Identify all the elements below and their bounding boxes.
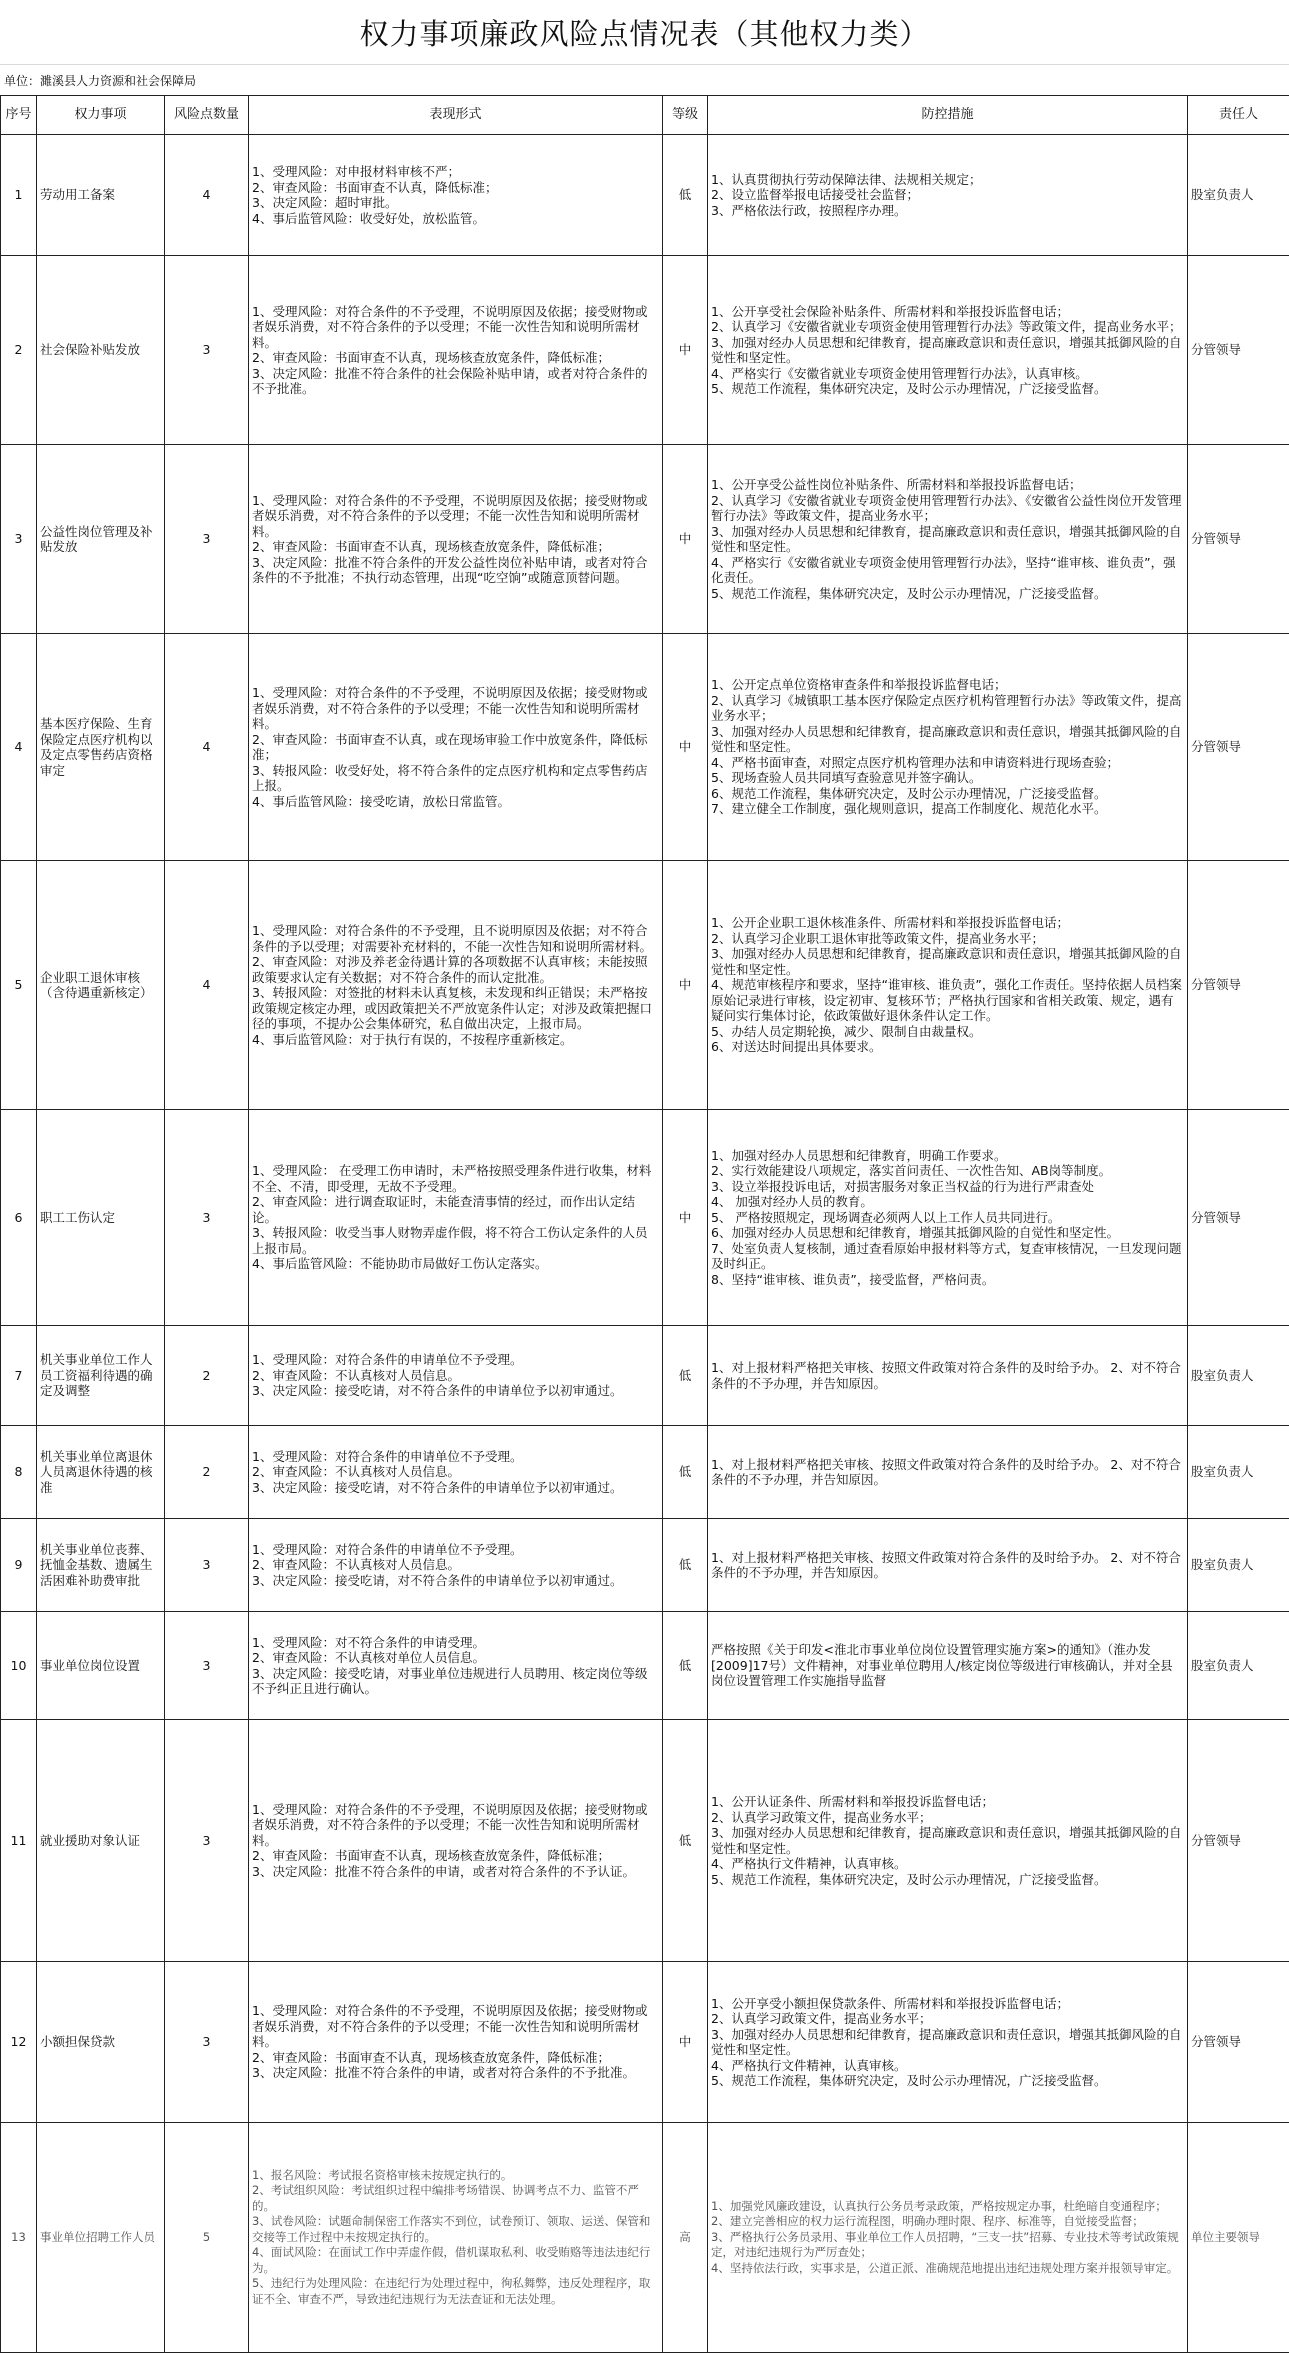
measure-line: 1、公开享受社会保险补贴条件、所需材料和举报投诉监督电话； [711,304,1184,320]
row-forms-cell [249,634,663,861]
risk-form-line: 4、事后监管风险：不能协助市局做好工伤认定落实。 [252,1256,659,1272]
row-item-cell: 事业单位招聘工作人员 [37,2123,165,2353]
risk-form-line: 3、转报风险：收受好处，将不符合条件的定点医疗机构和定点零售药店上报。 [252,763,659,794]
risk-form-line: 4、事后监管风险：收受好处，放松监管。 [252,211,659,227]
table-row [1,1426,1289,1519]
measure-line: 3、加强对经办人员思想和纪律教育，提高廉政意识和责任意识，增强其抵御风险的自觉性和坚定性。 [711,946,1184,977]
row-level-cell: 低 [663,135,708,256]
measure-line: 1、公开享受小额担保贷款条件、所需材料和举报投诉监督电话； [711,1996,1184,2012]
row-measures-cell [708,1720,1188,1962]
measure-line: 2、认真学习企业职工退休审批等政策文件，提高业务水平； [711,931,1184,947]
row-no-cell: 1 [1,135,37,256]
row-no-cell: 9 [1,1519,37,1612]
measure-line: 5、规范工作流程，集体研究决定，及时公示办理情况，广泛接受监督。 [711,586,1184,602]
risk-form-line: 3、决定风险：批准不符合条件的开发公益性岗位补贴申请，或者对符合条件的不予批准；不执行动态管理，出现“吃空饷”或随意顶替问题。 [252,555,659,586]
table-row [1,1612,1289,1720]
table-row [1,256,1289,445]
risk-form-line: 1、报名风险：考试报名资格审核未按规定执行的。 [252,2168,659,2184]
row-no-cell: 3 [1,445,37,634]
risk-form-line: 3、决定风险：超时审批。 [252,195,659,211]
risk-form-line: 1、受理风险：对符合条件的不予受理，不说明原因及依据；接受财物或者娱乐消费，对不符合条件的予以受理；不能一次性告知和说明所需材料。 [252,685,659,732]
measure-line: 4、严格实行《安徽省就业专项资金使用管理暂行办法》，认真审核。 [711,366,1184,382]
measure-line: 4、严格实行《安徽省就业专项资金使用管理暂行办法》，坚持“谁审核、谁负责”，强化责任。 [711,555,1184,586]
row-level-cell: 中 [663,256,708,445]
row-no-cell: 11 [1,1720,37,1962]
row-count-cell: 4 [165,861,249,1110]
table-row [1,445,1289,634]
measure-line: 4、 加强对经办人员的教育。 [711,1194,1184,1210]
row-owner-cell: 分管领导 [1188,634,1289,861]
row-level-cell: 低 [663,1720,708,1962]
measure-line: 1、对上报材料严格把关审核、按照文件政策对符合条件的及时给予办。 2、对不符合条件的不予办理，并告知原因。 [711,1457,1184,1488]
sheet-title: 权力事项廉政风险点情况表（其他权力类） [0,0,1289,65]
risk-form-line: 1、受理风险：对符合条件的不予受理，不说明原因及依据；接受财物或者娱乐消费，对不符合条件的予以受理；不能一次性告知和说明所需材料。 [252,2003,659,2050]
risk-form-line: 1、受理风险：对不符合条件的申请受理。 [252,1635,659,1651]
measure-line: 1、对上报材料严格把关审核、按照文件政策对符合条件的及时给予办。 2、对不符合条件的不予办理，并告知原因。 [711,1550,1184,1581]
row-count-cell: 5 [165,2123,249,2353]
row-owner-cell: 分管领导 [1188,1962,1289,2123]
measure-line: 2、实行效能建设八项规定，落实首问责任、一次性告知、AB岗等制度。 [711,1163,1184,1179]
table-row [1,1110,1289,1326]
row-count-cell: 2 [165,1326,249,1426]
row-item-cell: 社会保险补贴发放 [37,256,165,445]
row-measures-cell [708,256,1188,445]
risk-form-line: 3、决定风险：接受吃请，对不符合条件的申请单位予以初审通过。 [252,1573,659,1589]
measure-line: 1、公开认证条件、所需材料和举报投诉监督电话； [711,1794,1184,1810]
risk-form-line: 3、决定风险：批准不符合条件的社会保险补贴申请，或者对符合条件的不予批准。 [252,366,659,397]
risk-form-line: 2、审查风险：书面审查不认真，降低标准； [252,180,659,196]
measure-line: 3、加强对经办人员思想和纪律教育，提高廉政意识和责任意识，增强其抵御风险的自觉性和坚定性。 [711,335,1184,366]
measure-line: 1、加强党风廉政建设，认真执行公务员考录政策，严格按规定办事，杜绝暗自变通程序； [711,2199,1184,2215]
row-owner-cell: 股室负责人 [1188,135,1289,256]
row-level-cell: 中 [663,445,708,634]
row-forms-cell [249,1426,663,1519]
measure-line: 7、建立健全工作制度，强化规则意识，提高工作制度化、规范化水平。 [711,801,1184,817]
table-row [1,634,1289,861]
measure-line: 5、办结人员定期轮换，减少、限制自由裁量权。 [711,1024,1184,1040]
measure-line: 2、认真学习《城镇职工基本医疗保险定点医疗机构管理暂行办法》等政策文件，提高业务水平； [711,693,1184,724]
table-row [1,861,1289,1110]
row-level-cell: 低 [663,1326,708,1426]
row-count-cell: 3 [165,1962,249,2123]
measure-line: 1、公开享受公益性岗位补贴条件、所需材料和举报投诉监督电话； [711,477,1184,493]
row-forms-cell [249,135,663,256]
row-item-cell: 就业援助对象认证 [37,1720,165,1962]
measure-line: 3、设立举报投诉电话，对损害服务对象正当权益的行为进行严肃查处 [711,1179,1184,1195]
row-level-cell: 中 [663,634,708,861]
risk-form-line: 2、审查风险：对涉及养老金待遇计算的各项数据不认真审核；未能按照政策要求认定有关数据；对不符合条件的而认定批准。 [252,954,659,985]
header-count: 风险点数量 [165,96,249,135]
risk-form-line: 1、受理风险：对申报材料审核不严； [252,164,659,180]
row-item-cell: 机关事业单位丧葬、抚恤金基数、遗属生活困难补助费审批 [37,1519,165,1612]
risk-form-line: 2、审查风险：不认真核对人员信息。 [252,1368,659,1384]
measure-line: 4、严格执行文件精神，认真审核。 [711,2058,1184,2074]
risk-form-line: 2、审查风险：书面审查不认真，现场核查放宽条件，降低标准； [252,539,659,555]
table-row [1,1720,1289,1962]
risk-form-line: 1、受理风险：对符合条件的申请单位不予受理。 [252,1352,659,1368]
risk-form-line: 2、审查风险：书面审查不认真，现场核查放宽条件，降低标准； [252,2050,659,2066]
risk-form-line: 1、受理风险：对符合条件的申请单位不予受理。 [252,1449,659,1465]
risk-form-line: 4、事后监管风险：对于执行有误的，不按程序重新核定。 [252,1032,659,1048]
row-forms-cell [249,256,663,445]
row-forms-cell [249,861,663,1110]
header-row [1,96,1289,135]
row-level-cell: 中 [663,1110,708,1326]
row-level-cell: 中 [663,1962,708,2123]
risk-form-line: 2、审查风险：不认真核对人员信息。 [252,1464,659,1480]
measure-line: 6、加强对经办人员思想和纪律教育，增强其抵御风险的自觉性和坚定性。 [711,1225,1184,1241]
row-count-cell: 3 [165,445,249,634]
row-no-cell: 2 [1,256,37,445]
measure-line: 严格按照《关于印发<淮北市事业单位岗位设置管理实施方案>的通知》（淮办发[2009]17号）文件精神，对事业单位聘用人/核定岗位等级进行审核确认，并对全县岗位设置管理工作实施指导监督 [711,1642,1184,1689]
row-item-cell: 基本医疗保险、生育保险定点医疗机构以及定点零售药店资格审定 [37,634,165,861]
row-item-cell: 机关事业单位工作人员工资福利待遇的确定及调整 [37,1326,165,1426]
row-level-cell: 低 [663,1612,708,1720]
table-row [1,1519,1289,1612]
table-row [1,1326,1289,1426]
measure-line: 1、认真贯彻执行劳动保障法律、法规相关规定； [711,172,1184,188]
row-count-cell: 3 [165,1612,249,1720]
row-forms-cell [249,1612,663,1720]
risk-form-line: 3、转报风险：对签批的材料未认真复核，未发现和纠正错误；未严格按政策规定核定办理，或因政策把关不严放宽条件认定；对涉及政策把握口径的事项，不提办公会集体研究，私自做出决定，上报市局。 [252,985,659,1032]
row-measures-cell [708,135,1188,256]
row-item-cell: 职工工伤认定 [37,1110,165,1326]
table-row [1,2123,1289,2353]
row-measures-cell [708,1612,1188,1720]
measure-line: 2、认真学习政策文件，提高业务水平； [711,1810,1184,1826]
risk-form-line: 5、违纪行为处理风险：在违纪行为处理过程中，徇私舞弊，违反处理程序，取证不全、审查不严，导致违纪违规行为无法查证和无法处理。 [252,2276,659,2307]
row-level-cell: 低 [663,1519,708,1612]
table-row [1,135,1289,256]
unit-label: 单位：濉溪县人力资源和社会保障局 [0,65,1289,95]
row-count-cell: 3 [165,1519,249,1612]
row-measures-cell [708,634,1188,861]
measure-line: 3、加强对经办人员思想和纪律教育，提高廉政意识和责任意识，增强其抵御风险的自觉性和坚定性。 [711,1825,1184,1856]
risk-form-line: 4、事后监管风险：接受吃请，放松日常监管。 [252,794,659,810]
risk-form-line: 3、决定风险：批准不符合条件的申请，或者对符合条件的不予批准。 [252,2065,659,2081]
row-owner-cell: 股室负责人 [1188,1612,1289,1720]
measure-line: 2、认真学习《安徽省就业专项资金使用管理暂行办法》、《安徽省公益性岗位开发管理暂行办法》等政策文件，提高业务水平； [711,493,1184,524]
measure-line: 1、公开企业职工退休核准条件、所需材料和举报投诉监督电话； [711,915,1184,931]
measure-line: 4、规范审核程序和要求，坚持“谁审核、谁负责”，强化工作责任。坚持依据人员档案原始记录进行审核，设定初审、复核环节；严格执行国家和省相关政策、规定，遇有疑问实行集体讨论，依政策做好退休条件认定工作。 [711,977,1184,1024]
header-forms: 表现形式 [249,96,663,135]
measure-line: 7、处室负责人复核制，通过查看原始申报材料等方式，复查审核情况，一旦发现问题及时纠正。 [711,1241,1184,1272]
row-measures-cell [708,1519,1188,1612]
header-no: 序号 [1,96,37,135]
row-count-cell: 3 [165,1110,249,1326]
row-item-cell: 小额担保贷款 [37,1962,165,2123]
risk-form-line: 3、决定风险：批准不符合条件的申请，或者对符合条件的不予认证。 [252,1864,659,1880]
row-count-cell: 4 [165,135,249,256]
risk-form-line: 2、审查风险：不认真核对单位人员信息。 [252,1650,659,1666]
measure-line: 5、现场查验人员共同填写查验意见并签字确认。 [711,770,1184,786]
row-forms-cell [249,1519,663,1612]
row-forms-cell [249,1962,663,2123]
row-no-cell: 12 [1,1962,37,2123]
measure-line: 6、对送达时间提出具体要求。 [711,1039,1184,1055]
row-measures-cell [708,861,1188,1110]
risk-form-line: 2、审查风险：进行调查取证时，未能查清事情的经过，而作出认定结论。 [252,1194,659,1225]
row-item-cell: 企业职工退休审核（含待遇重新核定） [37,861,165,1110]
row-level-cell: 低 [663,1426,708,1519]
table-body [1,135,1289,2353]
risk-form-line: 3、试卷风险：试题命制保密工作落实不到位，试卷预订、领取、运送、保管和交接等工作过程中未按规定执行的。 [252,2214,659,2245]
header-owner: 责任人 [1188,96,1289,135]
row-item-cell: 劳动用工备案 [37,135,165,256]
measure-line: 5、规范工作流程，集体研究决定，及时公示办理情况，广泛接受监督。 [711,2073,1184,2089]
measure-line: 2、认真学习《安徽省就业专项资金使用管理暂行办法》等政策文件，提高业务水平； [711,319,1184,335]
measure-line: 5、 严格按照规定，现场调查必须两人以上工作人员共同进行。 [711,1210,1184,1226]
row-measures-cell [708,1426,1188,1519]
row-count-cell: 3 [165,256,249,445]
measure-line: 2、认真学习政策文件，提高业务水平； [711,2011,1184,2027]
row-level-cell: 高 [663,2123,708,2353]
row-no-cell: 13 [1,2123,37,2353]
row-item-cell: 公益性岗位管理及补贴发放 [37,445,165,634]
row-no-cell: 6 [1,1110,37,1326]
measure-line: 3、严格执行公务员录用、事业单位工作人员招聘，“三支一扶”招募、专业技术等考试政策规定，对违纪违规行为严厉查处； [711,2230,1184,2261]
measure-line: 6、规范工作流程，集体研究决定，及时公示办理情况，广泛接受监督。 [711,786,1184,802]
risk-form-line: 4、面试风险：在面试工作中弄虚作假，借机谋取私利、收受贿赂等违法违纪行为。 [252,2245,659,2276]
row-forms-cell [249,2123,663,2353]
measure-line: 4、严格执行文件精神，认真审核。 [711,1856,1184,1872]
risk-table [0,95,1289,2353]
row-measures-cell [708,445,1188,634]
table-row [1,1962,1289,2123]
row-item-cell: 机关事业单位离退休人员离退休待遇的核准 [37,1426,165,1519]
row-measures-cell [708,1110,1188,1326]
risk-form-line: 1、受理风险：对符合条件的不予受理，且不说明原因及依据；对不符合条件的予以受理；对需要补充材料的，不能一次性告知和说明所需材料。 [252,923,659,954]
risk-form-line: 3、决定风险：接受吃请，对不符合条件的申请单位予以初审通过。 [252,1383,659,1399]
risk-form-line: 2、审查风险：书面审查不认真，或在现场审验工作中放宽条件，降低标准； [252,732,659,763]
row-measures-cell [708,2123,1188,2353]
risk-form-line: 1、受理风险：对符合条件的不予受理，不说明原因及依据；接受财物或者娱乐消费，对不符合条件的予以受理；不能一次性告知和说明所需材料。 [252,304,659,351]
risk-form-line: 2、审查风险：书面审查不认真，现场核查放宽条件，降低标准； [252,350,659,366]
row-owner-cell: 分管领导 [1188,861,1289,1110]
row-owner-cell: 股室负责人 [1188,1326,1289,1426]
row-no-cell: 10 [1,1612,37,1720]
row-count-cell: 4 [165,634,249,861]
measure-line: 8、坚持“谁审核、谁负责”，接受监督，严格问责。 [711,1272,1184,1288]
risk-form-line: 1、受理风险：对符合条件的申请单位不予受理。 [252,1542,659,1558]
risk-form-line: 2、考试组织风险：考试组织过程中编排考场错误、协调考点不力、监管不严的。 [252,2183,659,2214]
risk-form-line: 2、审查风险：不认真核对人员信息。 [252,1557,659,1573]
row-forms-cell [249,1110,663,1326]
measure-line: 5、规范工作流程，集体研究决定，及时公示办理情况，广泛接受监督。 [711,381,1184,397]
measure-line: 3、加强对经办人员思想和纪律教育，提高廉政意识和责任意识，增强其抵御风险的自觉性和坚定性。 [711,724,1184,755]
measure-line: 3、加强对经办人员思想和纪律教育，提高廉政意识和责任意识，增强其抵御风险的自觉性和坚定性。 [711,2027,1184,2058]
measure-line: 5、规范工作流程，集体研究决定，及时公示办理情况，广泛接受监督。 [711,1872,1184,1888]
row-owner-cell: 分管领导 [1188,445,1289,634]
measure-line: 3、严格依法行政，按照程序办理。 [711,203,1184,219]
risk-form-line: 3、决定风险：接受吃请，对事业单位违规进行人员聘用、核定岗位等级不予纠正且进行确认。 [252,1666,659,1697]
row-owner-cell: 分管领导 [1188,1110,1289,1326]
measure-line: 4、坚持依法行政，实事求是，公道正派、准确规范地提出违纪违规处理方案并报领导审定。 [711,2261,1184,2277]
row-count-cell: 3 [165,1720,249,1962]
risk-form-line: 1、受理风险：对符合条件的不予受理，不说明原因及依据；接受财物或者娱乐消费，对不符合条件的予以受理；不能一次性告知和说明所需材料。 [252,1802,659,1849]
row-forms-cell [249,1720,663,1962]
row-item-cell: 事业单位岗位设置 [37,1612,165,1720]
measure-line: 4、严格书面审查，对照定点医疗机构管理办法和申请资料进行现场查验； [711,755,1184,771]
measure-line: 2、设立监督举报电话接受社会监督； [711,187,1184,203]
row-level-cell: 中 [663,861,708,1110]
header-item: 权力事项 [37,96,165,135]
row-owner-cell: 分管领导 [1188,256,1289,445]
header-measures: 防控措施 [708,96,1188,135]
measure-line: 3、加强对经办人员思想和纪律教育，提高廉政意识和责任意识，增强其抵御风险的自觉性和坚定性。 [711,524,1184,555]
measure-line: 2、建立完善相应的权力运行流程图，明确办理时限、程序、标准等，自觉接受监督； [711,2214,1184,2230]
risk-form-line: 2、审查风险：书面审查不认真，现场核查放宽条件，降低标准； [252,1848,659,1864]
row-no-cell: 5 [1,861,37,1110]
risk-form-line: 1、受理风险：对符合条件的不予受理，不说明原因及依据；接受财物或者娱乐消费，对不符合条件的予以受理；不能一次性告知和说明所需材料。 [252,493,659,540]
risk-form-line: 3、决定风险：接受吃请，对不符合条件的申请单位予以初审通过。 [252,1480,659,1496]
row-measures-cell [708,1326,1188,1426]
header-level: 等级 [663,96,708,135]
row-no-cell: 7 [1,1326,37,1426]
row-measures-cell [708,1962,1188,2123]
row-owner-cell: 单位主要领导 [1188,2123,1289,2353]
measure-line: 1、对上报材料严格把关审核、按照文件政策对符合条件的及时给予办。 2、对不符合条件的不予办理，并告知原因。 [711,1360,1184,1391]
row-no-cell: 8 [1,1426,37,1519]
measure-line: 1、公开定点单位资格审查条件和举报投诉监督电话； [711,677,1184,693]
row-forms-cell [249,445,663,634]
risk-form-line: 3、转报风险：收受当事人财物弄虚作假，将不符合工伤认定条件的人员上报市局。 [252,1225,659,1256]
row-forms-cell [249,1326,663,1426]
row-owner-cell: 股室负责人 [1188,1519,1289,1612]
measure-line: 1、加强对经办人员思想和纪律教育，明确工作要求。 [711,1148,1184,1164]
risk-form-line: 1、受理风险： 在受理工伤申请时，未严格按照受理条件进行收集，材料不全、不清，即受理，无故不予受理。 [252,1163,659,1194]
row-owner-cell: 分管领导 [1188,1720,1289,1962]
row-count-cell: 2 [165,1426,249,1519]
row-owner-cell: 股室负责人 [1188,1426,1289,1519]
row-no-cell: 4 [1,634,37,861]
